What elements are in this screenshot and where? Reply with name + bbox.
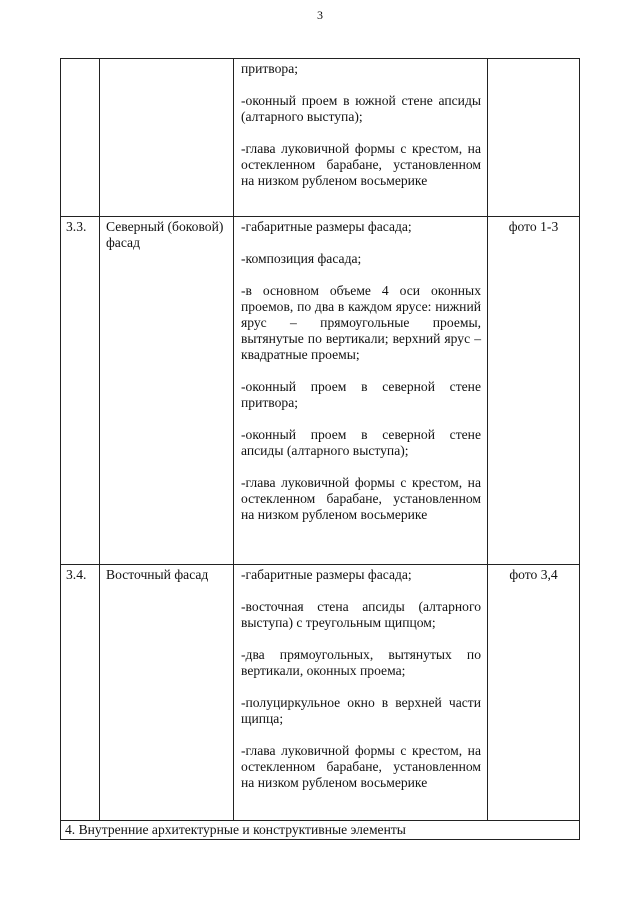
description-cell [234, 59, 488, 217]
description-item: -полуциркульное окно в верхней части щипца; [241, 695, 481, 726]
row-number-cell: 3.3. [61, 217, 100, 565]
description-item: -композиция фасада; [241, 251, 362, 266]
description-item: -глава луковичной формы с крестом, на остекленном барабане, установленном на низком рубленом восьмерике [241, 141, 481, 188]
description-item: -оконный проем в северной стене апсиды (алтарного выступа); [241, 427, 481, 458]
description-item: притвора; [241, 61, 299, 76]
table-row [61, 565, 580, 821]
row-number-cell: 3.4. [61, 565, 100, 821]
element-name-cell: Восточный фасад [100, 565, 234, 821]
element-name-cell: Северный (боковой) фасад [100, 217, 234, 565]
description-item: -оконный проем в южной стене апсиды (алтарного выступа); [241, 93, 481, 124]
photo-ref-cell [488, 59, 580, 217]
page-number: 3 [317, 8, 323, 22]
description-item: -оконный проем в северной стене притвора; [241, 379, 481, 410]
heritage-elements-table [60, 58, 580, 840]
photo-ref-cell: фото 1-3 [488, 217, 580, 565]
description-item: -два прямоугольных, вытянутых по вертикали, оконных проема; [241, 647, 481, 678]
description-item: -глава луковичной формы с крестом, на остекленном барабане, установленном на низком рубленом восьмерике [241, 743, 481, 790]
photo-ref-cell: фото 3,4 [488, 565, 580, 821]
description-cell [234, 217, 488, 565]
description-item: -габаритные размеры фасада; [241, 219, 412, 234]
description-item: -восточная стена апсиды (алтарного выступа) с треугольным щипцом; [241, 599, 481, 630]
description-cell [234, 565, 488, 821]
section-heading: 4. Внутренние архитектурные и конструктивные элементы [61, 821, 580, 840]
row-number-cell [61, 59, 100, 217]
description-item: -габаритные размеры фасада; [241, 567, 412, 582]
description-item: -глава луковичной формы с крестом, на остекленном барабане, установленном на низком рубленом восьмерике [241, 475, 481, 522]
table-row [61, 217, 580, 565]
element-name-cell [100, 59, 234, 217]
table-row [61, 59, 580, 217]
section-row [61, 821, 580, 840]
description-item: -в основном объеме 4 оси оконных проемов, по два в каждом ярусе: нижний ярус – прямоугольные проемы, вытянутые по вертикали; верхний ярус – квадратные проемы; [241, 283, 481, 362]
